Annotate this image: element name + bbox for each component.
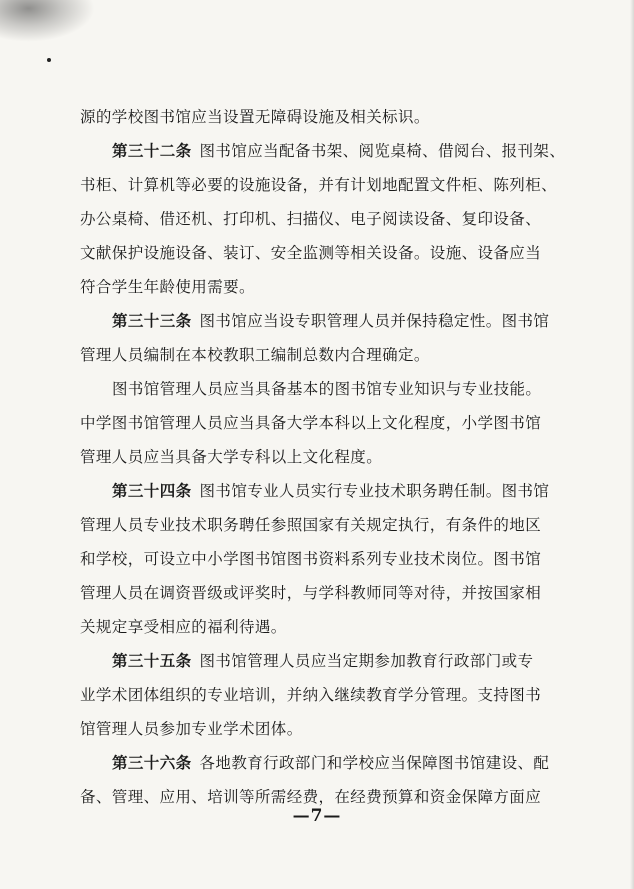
- text-line: [80, 678, 560, 712]
- text-line: [80, 372, 560, 406]
- text-line: [80, 576, 560, 610]
- text-line: [80, 202, 560, 236]
- line-text: 和学校，可设立中小学图书馆图书资料系列专业技术岗位。图书馆: [80, 550, 542, 568]
- text-line: [80, 338, 560, 372]
- article-number: 第三十五条: [112, 651, 192, 670]
- article-number: 第三十六条: [112, 753, 192, 772]
- line-text: 管理人员在调资晋级或评奖时，与学科教师同等对待，并按国家相: [80, 584, 542, 602]
- line-text: 馆管理人员参加专业学术团体。: [80, 720, 303, 738]
- line-text: 管理人员应当具备大学专科以上文化程度。: [80, 448, 383, 466]
- text-line: [80, 746, 560, 780]
- article-number: 第三十三条: [112, 311, 192, 330]
- article-number: 第三十二条: [112, 141, 192, 160]
- line-text: 图书馆管理人员应当具备基本的图书馆专业知识与专业技能。: [112, 380, 542, 398]
- line-text: 关规定享受相应的福利待遇。: [80, 618, 287, 636]
- text-line: [80, 440, 560, 474]
- line-text: 源的学校图书馆应当设置无障碍设施及相关标识。: [80, 108, 430, 126]
- text-line: [80, 508, 560, 542]
- line-text: 管理人员专业技术职务聘任参照国家有关规定执行，有条件的地区: [80, 516, 542, 534]
- line-text: 文献保护设施设备、装订、安全监测等相关设备。设施、设备应当: [80, 244, 542, 262]
- line-text: 备、管理、应用、培训等所需经费，在经费预算和资金保障方面应: [80, 788, 542, 806]
- text-line: [80, 270, 560, 304]
- article-number: 第三十四条: [112, 481, 192, 500]
- text-line: [80, 406, 560, 440]
- text-line: [80, 100, 560, 134]
- text-line: [80, 542, 560, 576]
- line-text: 各地教育行政部门和学校应当保障图书馆建设、配: [199, 754, 550, 772]
- line-text: 业学术团体组织的专业培训，并纳入继续教育学分管理。支持图书: [80, 686, 542, 704]
- text-line: [80, 474, 560, 508]
- line-text: 办公桌椅、借还机、打印机、扫描仪、电子阅读设备、复印设备、: [80, 210, 542, 228]
- line-text: 图书馆专业人员实行专业技术职务聘任制。图书馆: [199, 482, 550, 500]
- line-text: 图书馆管理人员应当定期参加教育行政部门或专: [199, 652, 534, 670]
- scan-edge-shadow: [630, 0, 634, 889]
- line-text: 管理人员编制在本校教职工编制总数内合理确定。: [80, 346, 430, 364]
- body-text: [80, 100, 566, 814]
- text-line: [80, 134, 566, 168]
- text-line: [80, 168, 560, 202]
- line-text: 中学图书馆管理人员应当具备大学本科以上文化程度，小学图书馆: [80, 414, 542, 432]
- scan-speck: [47, 58, 51, 62]
- scan-shadow: [0, 0, 95, 42]
- page-number: —7—: [292, 806, 342, 826]
- text-line: [80, 236, 560, 270]
- line-text: 图书馆应当设专职管理人员并保持稳定性。图书馆: [199, 312, 550, 330]
- text-line: [80, 610, 560, 644]
- line-text: 符合学生年龄使用需要。: [80, 278, 255, 296]
- text-line: [80, 712, 560, 746]
- text-line: [80, 644, 560, 678]
- line-text: 书柜、计算机等必要的设施设备，并有计划地配置文件柜、陈列柜、: [80, 176, 558, 194]
- line-text: 图书馆应当配备书架、阅览桌椅、借阅台、报刊架、: [199, 142, 566, 160]
- text-line: [80, 304, 560, 338]
